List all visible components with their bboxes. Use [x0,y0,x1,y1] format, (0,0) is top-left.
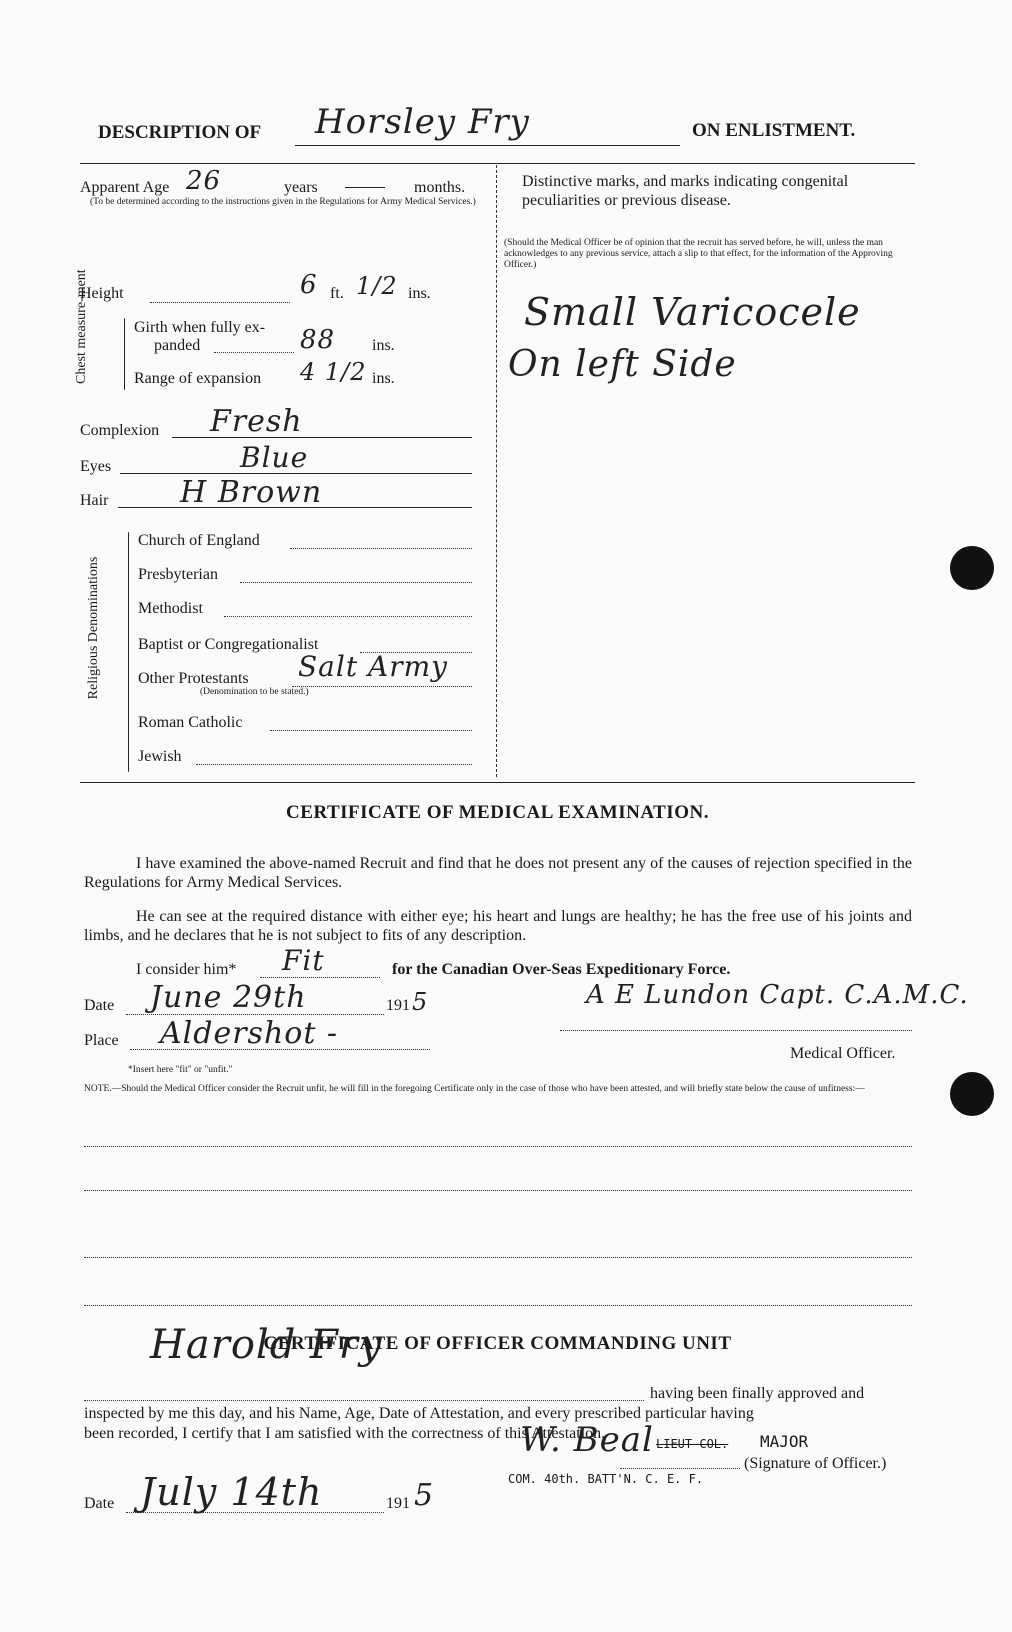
medical-year-prefix: 191 [386,997,410,1014]
unfit-line-1 [84,1146,912,1147]
commanding-signature-line [620,1468,740,1469]
commanding-name-handwritten: Harold Fry [150,1322,383,1368]
years-label: years [284,179,318,196]
range-unit: ins. [372,370,395,387]
medical-signature-line [560,1030,912,1031]
medical-date-value: June 29th [150,980,307,1015]
medical-date-label: Date [84,997,115,1014]
chest-label-text: Chest measure-ment [74,269,89,384]
commanding-line2: inspected by me this day, and his Name, Age, Date of Attestation, and every prescribed particular having [84,1405,754,1422]
months-dash [345,187,385,188]
commanding-line1-suffix: having been finally approved and [650,1385,865,1402]
medical-officer-signature: A E Lundon Capt. C.A.M.C. [586,980,969,1010]
religion-church-of-england: Church of England [138,532,260,549]
girth-label-2: panded [154,337,201,354]
commanding-date-value: July 14th [140,1470,323,1514]
medical-place-label: Place [84,1032,119,1049]
unfit-line-4 [84,1305,912,1306]
religion-roman-catholic: Roman Catholic [138,714,243,731]
unfit-line-3 [84,1257,912,1258]
height-leader [150,302,290,303]
header-prefix: DESCRIPTION OF [98,122,262,143]
stamp-rank: MAJOR [760,1432,809,1451]
religion-heading [86,538,101,718]
religion-leader-7 [196,764,472,765]
height-label: Height [80,285,124,302]
religion-leader-6 [270,730,472,731]
girth-unit: ins. [372,337,395,354]
punch-hole-lower [950,1072,994,1116]
religion-other-value: Salt Army [298,650,448,683]
complexion-value: Fresh [210,404,303,439]
medical-paragraph-2: He can see at the required distance with either eye; his heart and lungs are healthy; he has the free use of his joints and limbs, and he declares that he is not subject to fits of any description. [84,908,912,944]
religion-leader-2 [240,582,472,583]
insert-note: *Insert here "fit" or "unfit." [128,1065,233,1075]
range-label: Range of expansion [134,370,262,387]
hair-value: H Brown [180,475,323,510]
medical-title: CERTIFICATE OF MEDICAL EXAMINATION. [286,802,709,823]
eyes-value: Blue [240,441,309,474]
header-suffix: ON ENLISTMENT. [692,120,856,141]
punch-hole-upper [950,546,994,590]
commanding-date-label: Date [84,1495,115,1512]
religion-baptist: Baptist or Congregationalist [138,636,319,653]
religion-other-protestants: Other Protestants [138,670,249,687]
height-in-value: 1/2 [356,272,398,300]
religion-leader-1 [290,548,472,549]
height-ft-value: 6 [300,270,318,300]
religion-brace [128,532,129,772]
commanding-line3: been recorded, I certify that I am satisfied with the correctness of this Attestation. [84,1425,606,1442]
section-divider [80,782,915,783]
months-label: months. [414,179,466,196]
medical-officer-label: Medical Officer. [790,1045,896,1062]
top-frame-line [80,163,915,164]
age-note: (To be determined according to the instructions given in the Regulations for Army Medical Services.) [90,197,476,207]
religion-leader-3 [224,616,472,617]
medical-place-value: Aldershot - [160,1016,339,1051]
commanding-signature-label: (Signature of Officer.) [744,1455,887,1472]
commanding-officer-signature: W. Beal [520,1420,654,1460]
religion-presbyterian: Presbyterian [138,566,218,583]
religion-leader-5 [292,686,472,687]
girth-label-1: Girth when fully ex- [134,319,266,336]
distinctive-marks-note: (Should the Medical Officer be of opinion that the recruit has served before, he will, unless the man acknowledges to any previous service, attach a slip to that effect, for the information of the Approving Officer.) [504,238,893,270]
complexion-label: Complexion [80,422,160,439]
eyes-label: Eyes [80,458,112,475]
medical-paragraph-1: I have examined the above-named Recruit and find that he does not present any of the causes of rejection specified in the Regulations for Army Medical Services. [84,855,912,891]
chest-label [74,269,89,384]
consider-prefix: I consider him* [136,961,237,978]
unfit-note: NOTE.—Should the Medical Officer consider the Recruit unfit, he will fill in the foregoing Certificate only in the case of those who have been attested, and will briefly state below the cause of unfitness:— [84,1084,865,1094]
girth-leader [214,352,294,353]
religion-heading-text: Religious Denominations [86,556,101,700]
fit-line [260,977,380,978]
religion-other-note: (Denomination to be stated.) [200,687,309,697]
range-value: 4 1/2 [300,358,367,386]
distinctive-marks-line1: Small Varicocele [524,290,861,334]
chest-brace [124,318,125,390]
religion-jewish: Jewish [138,748,182,765]
distinctive-marks-label: Distinctive marks, and marks indicating congenital peculiarities or previous disease. [522,173,849,209]
commanding-year-prefix: 191 [386,1495,410,1512]
age-value: 26 [186,166,222,196]
column-divider [496,165,497,777]
distinctive-marks-line2: On left Side [508,344,737,385]
ft-label: ft. [330,285,344,302]
hair-label: Hair [80,492,109,509]
girth-value: 88 [300,325,336,355]
commanding-year-value: 5 [414,1478,435,1513]
unfit-line-2 [84,1190,912,1191]
ins-label: ins. [408,285,431,302]
medical-year-value: 5 [412,988,429,1016]
religion-methodist: Methodist [138,600,203,617]
commanding-name-line [84,1400,644,1401]
header-name-line [295,145,680,146]
fit-value: Fit [282,944,325,977]
header-name-handwritten: Horsley Fry [315,102,530,142]
stamp-rank-struck: LIEUT-COL. [656,1437,729,1451]
commanding-title: CERTIFICATE OF OFFICER COMMANDING UNIT [263,1333,732,1354]
apparent-age-label: Apparent Age [80,179,170,196]
consider-suffix: for the Canadian Over-Seas Expeditionary Force. [392,961,731,978]
stamp-unit: COM. 40th. BATT'N. C. E. F. [508,1472,704,1486]
